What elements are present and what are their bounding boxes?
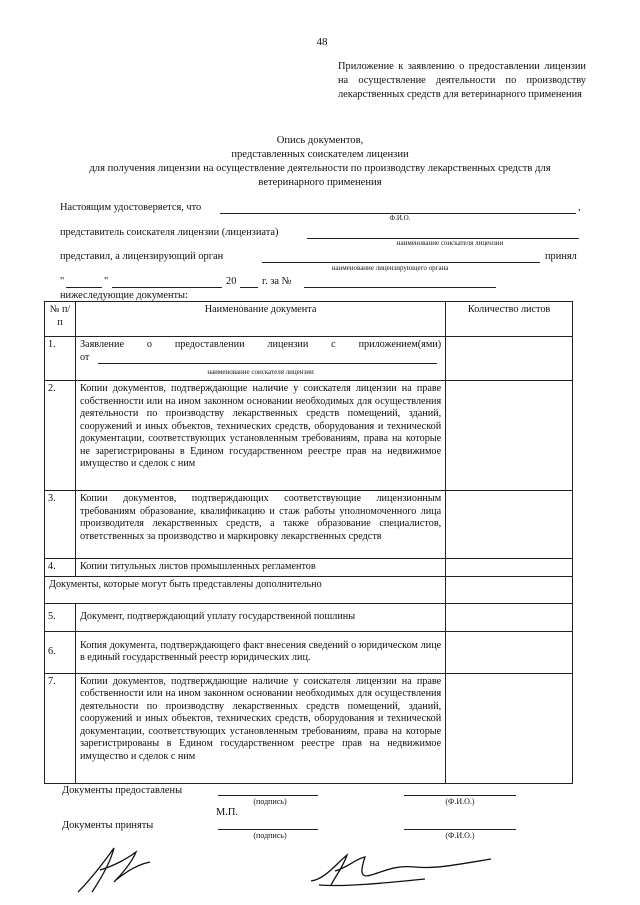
- table-header-row: [45, 302, 573, 337]
- sheets-count[interactable]: [446, 559, 573, 577]
- table-row: [45, 559, 573, 577]
- row-number: 7.: [45, 673, 76, 783]
- day-field[interactable]: [66, 287, 102, 288]
- sheets-count[interactable]: [446, 631, 573, 673]
- additional-docs-header: Документы, которые могут быть представлены дополнительно: [45, 576, 446, 603]
- document-name: Документ, подтверждающий уплату государственной пошлины: [75, 603, 445, 631]
- handwritten-signature-left: [70, 840, 160, 900]
- sheets-count[interactable]: [446, 576, 573, 603]
- title-line-4: ветеринарного применения: [258, 177, 382, 188]
- table-row: [45, 673, 573, 783]
- accepted-signature-line[interactable]: [218, 829, 318, 830]
- year-prefix: 20: [226, 276, 237, 287]
- sheets-count[interactable]: [446, 491, 573, 559]
- document-name: Копии документов, подтверждающих соответствующие лицензионным требованиям образование, квалификацию и стаж работы уполномоченного лица производителя лекарственных средств, а также образование специалистов, ответственных за производство и маркировку лекарственных средств: [75, 491, 445, 559]
- table-row: [45, 603, 573, 631]
- authority-field[interactable]: [262, 262, 540, 263]
- title-line-1: Опись документов,: [276, 135, 364, 146]
- provided-fio-caption: (Ф.И.О.): [445, 797, 475, 806]
- header-num: № п/п: [45, 302, 76, 337]
- row-number: 2.: [45, 381, 76, 491]
- applicant-caption: наименование соискателя лицензии: [396, 239, 504, 247]
- date-close-quote: ": [104, 276, 109, 287]
- page-number: 48: [316, 36, 328, 48]
- sheets-count[interactable]: [446, 603, 573, 631]
- document-name: Копия документа, подтверждающего факт внесения сведений о юридическом лице в единый государственный реестр юридических лиц.: [75, 631, 445, 673]
- representative-label: представитель соискателя лицензии (лицензиата): [60, 227, 279, 238]
- document-name: Копии документов, подтверждающие наличие у соискателя лицензии на праве собственности или на ином законном основании необходимых для осуществления деятельности по производству лекарственных средств помещений, зданий, сооружений и иных объектов, технических средств, оборудования и технической документации, соответствующих установленным требованиям, права на которые не зарегистрированы в Едином государственном реестре прав на недвижимое имущество и сделок с ним: [75, 381, 445, 491]
- document-title: [40, 134, 600, 190]
- accepted-signature-caption: (подпись): [253, 831, 287, 840]
- certify-label: Настоящим удостоверяется, что: [60, 202, 202, 213]
- row-number: 3.: [45, 491, 76, 559]
- row-number: 5.: [45, 603, 76, 631]
- documents-table: [44, 301, 573, 784]
- from-label: от: [79, 351, 90, 363]
- accepted-label: Документы приняты: [62, 820, 154, 831]
- provided-label: Документы предоставлены: [62, 785, 183, 796]
- registration-number-field[interactable]: [304, 287, 496, 288]
- provided-signature-line[interactable]: [218, 795, 318, 796]
- applicant-name-field[interactable]: [98, 363, 437, 364]
- sheets-count[interactable]: [446, 673, 573, 783]
- sheets-count[interactable]: [446, 337, 573, 381]
- table-row: [45, 337, 573, 381]
- title-line-2: представленных соискателем лицензии: [231, 149, 409, 160]
- handwritten-signature-right: [305, 845, 495, 895]
- header-name: Наименование документа: [75, 302, 445, 337]
- following-docs-label: нижеследующие документы:: [60, 290, 188, 301]
- authority-caption: наименование лицензирующего органа: [331, 264, 449, 272]
- document-name: Копии документов, подтверждающие наличие у соискателя лицензии на праве собственности или на ином законном основании необходимых для осуществления деятельности по производству лекарственных средств помещений, зданий, сооружений и иных объектов, технических средств, оборудования и технической документации, соответствующих установленным требованиям, права на которые зарегистрированы в Едином государственном реестре прав на недвижимое имущество и сделок с ним: [75, 673, 445, 783]
- accepted-fio-line[interactable]: [404, 829, 516, 830]
- document-name: Заявление о предоставлении лицензии с приложением(ями) от наименование соискателя лицензии: [75, 337, 445, 381]
- row-number: 6.: [45, 631, 76, 673]
- accepted-label: принял: [545, 251, 577, 262]
- provided-signature-caption: (подпись): [253, 797, 287, 806]
- month-field[interactable]: [112, 287, 222, 288]
- table-row: [45, 491, 573, 559]
- additional-docs-row: [45, 576, 573, 603]
- accepted-fio-caption: (Ф.И.О.): [445, 831, 475, 840]
- document-name: Копии титульных листов промышленных регламентов: [75, 559, 445, 577]
- year-suffix: г. за №: [262, 276, 292, 287]
- title-line-3: для получения лицензии на осуществление деятельности по производству лекарственных средств для: [89, 163, 551, 174]
- fio-caption: Ф.И.О.: [389, 214, 411, 222]
- row-number: 4.: [45, 559, 76, 577]
- header-sheets: Количество листов: [446, 302, 573, 337]
- row-number: 1.: [45, 337, 76, 381]
- date-open-quote: ": [60, 276, 65, 287]
- submitted-label: представил, а лицензирующий орган: [60, 251, 224, 262]
- table-row: [45, 631, 573, 673]
- applicant-caption: наименование соискателя лицензии: [207, 367, 314, 376]
- seal-label: М.П.: [216, 807, 238, 818]
- provided-fio-line[interactable]: [404, 795, 516, 796]
- appendix-note: Приложение к заявлению о предоставлении лицензии на осуществление деятельности по производству лекарственных средств для ветеринарного применения: [338, 61, 586, 100]
- sheets-count[interactable]: [446, 381, 573, 491]
- table-row: [45, 381, 573, 491]
- year-field[interactable]: [240, 287, 258, 288]
